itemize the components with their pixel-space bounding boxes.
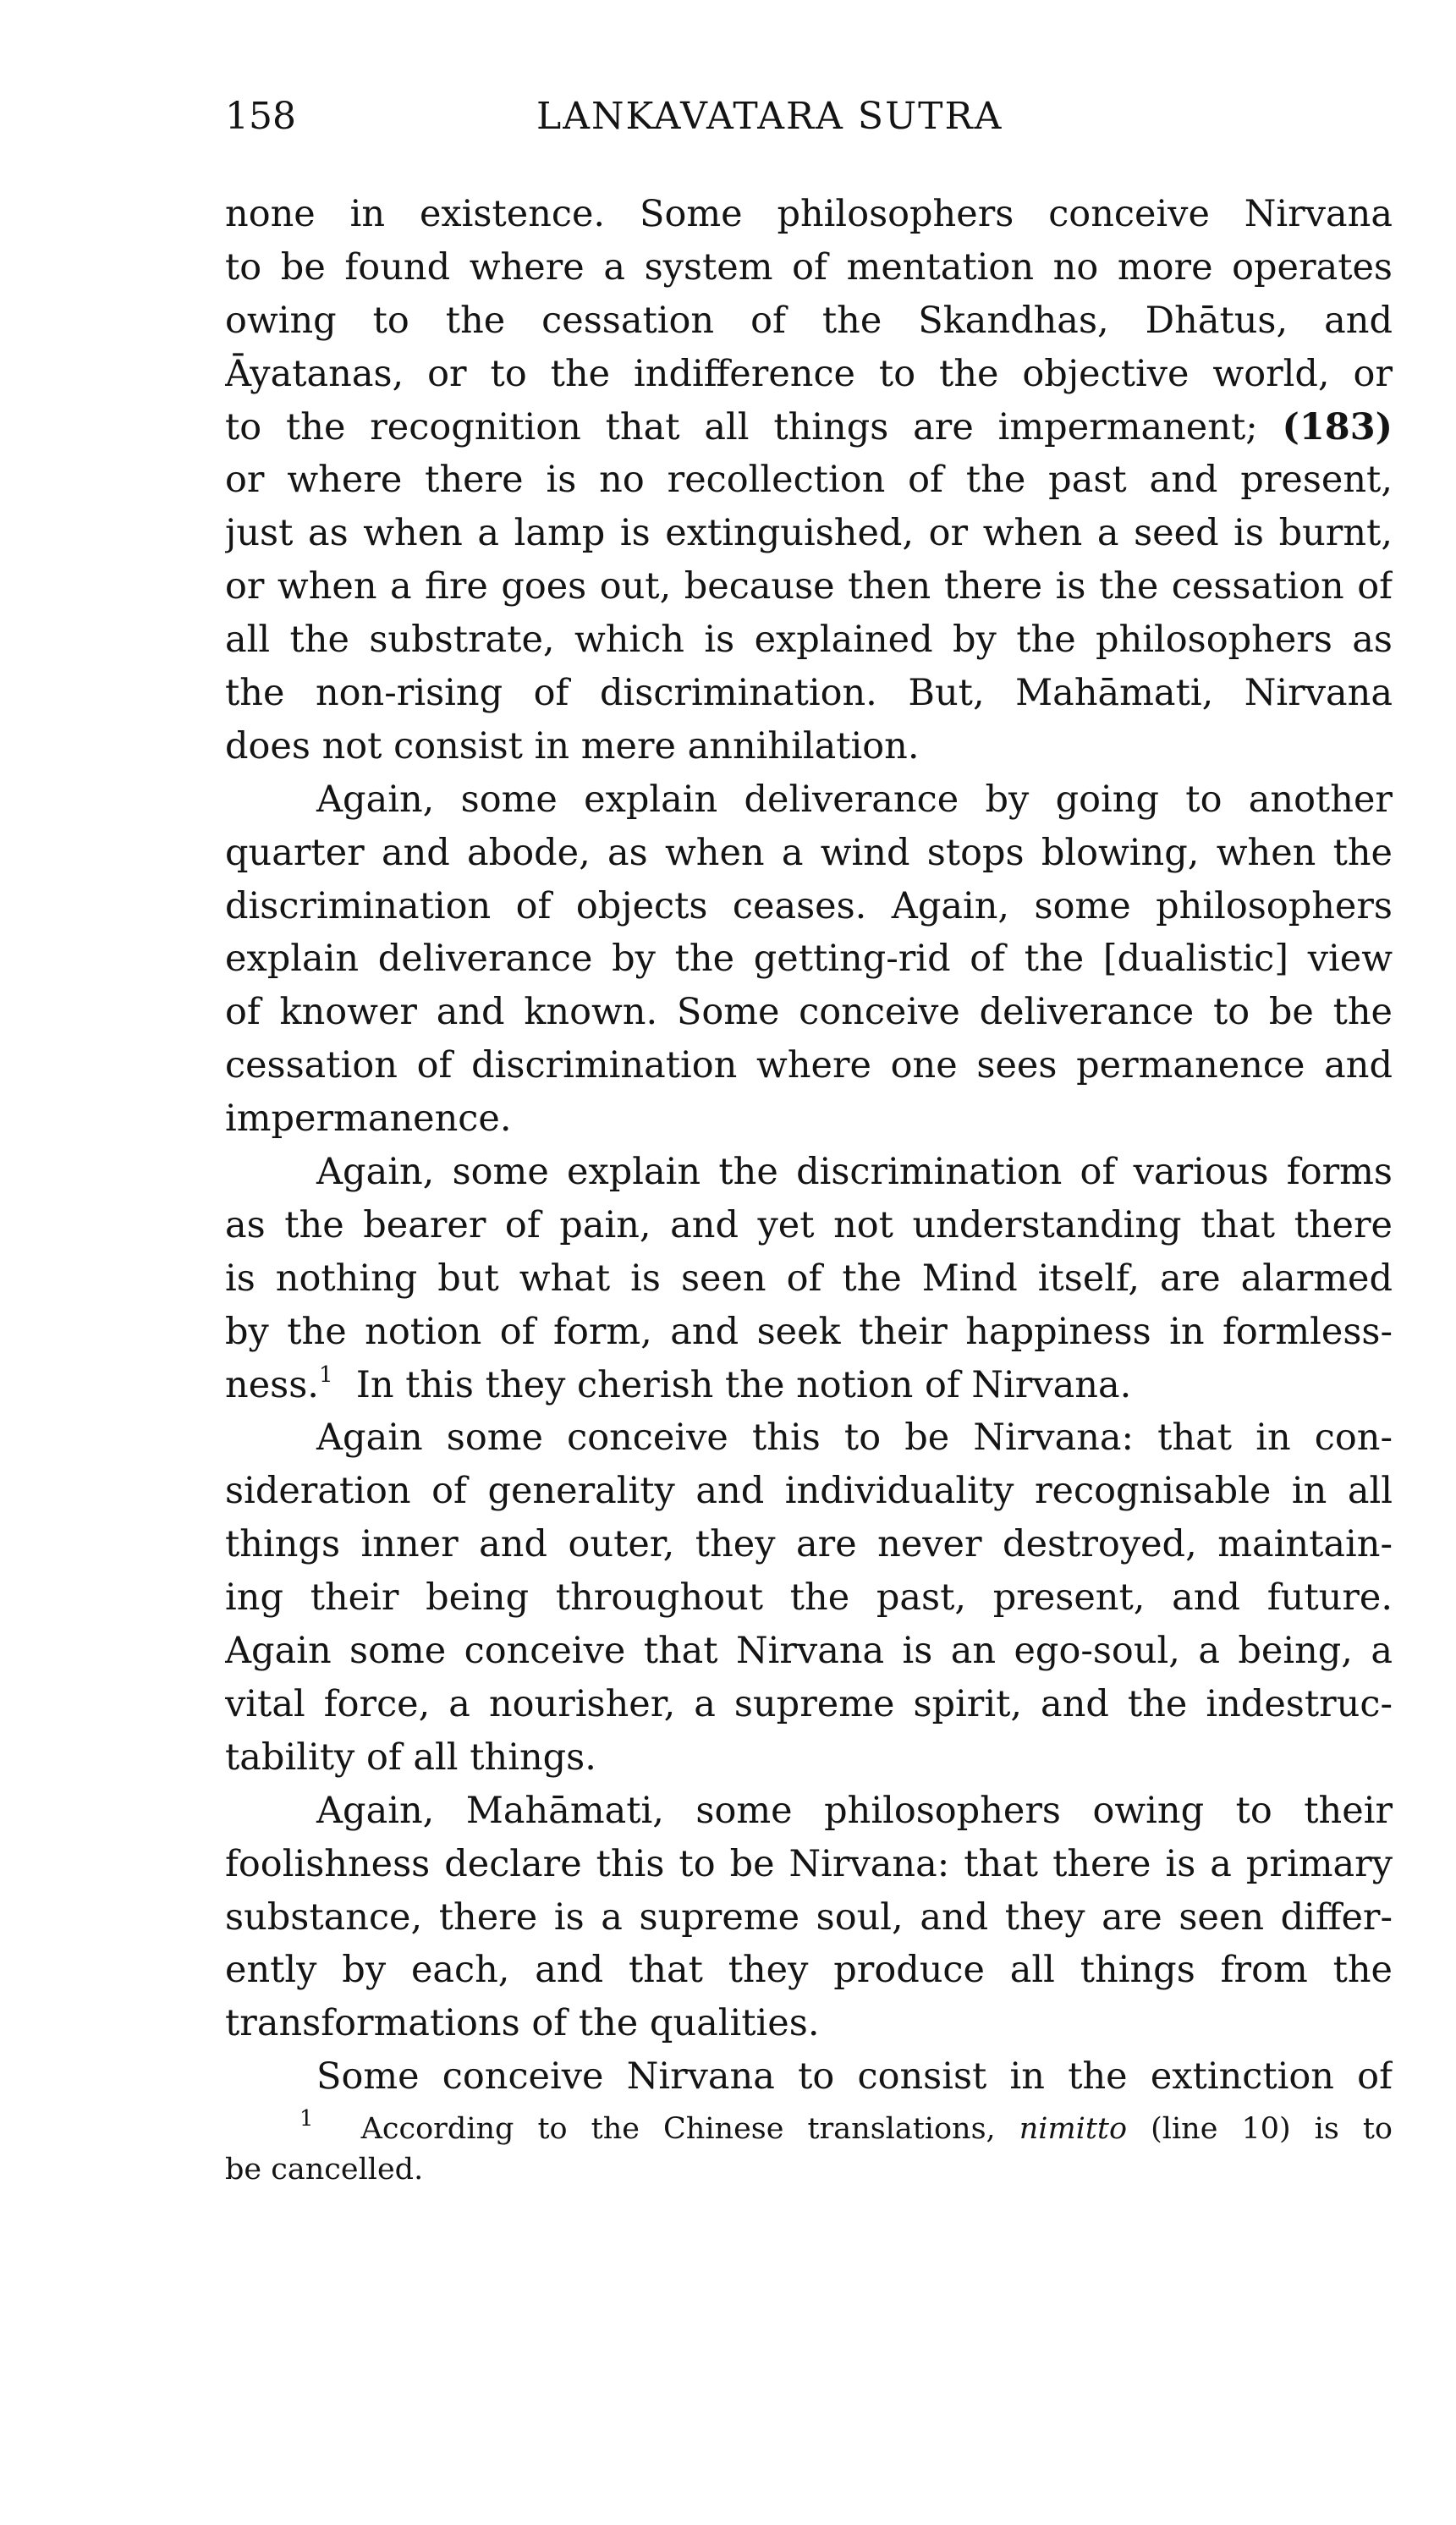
text-fragment: ness. xyxy=(225,1363,319,1406)
text-line: quarter and abode, as when a wind stops blowing, when the xyxy=(225,831,1393,874)
text-line: foolishness declare this to be Nirvana: that there is a primary xyxy=(225,1842,1393,1885)
text-line: to be found where a system of mentation no more operates xyxy=(225,245,1393,289)
footnote xyxy=(225,2109,1393,2190)
text-line: all the substrate, which is explained by the philosophers as xyxy=(225,619,1393,662)
footnote-emphasis: nimitto xyxy=(1019,2112,1128,2146)
paragraph xyxy=(225,188,1393,773)
text-line: substance, there is a supreme soul, and they are seen differ- xyxy=(225,1895,1393,1939)
running-head xyxy=(225,91,1393,142)
footnote-line: be cancelled. xyxy=(225,2153,424,2187)
text-line: does not consist in mere annihilation. xyxy=(225,724,920,767)
running-title: LANKAVATARA SUTRA xyxy=(536,95,1003,138)
text-line: Again, some explain deliverance by going to another xyxy=(316,778,1393,821)
footnote-text: (line 10) is to xyxy=(1151,2112,1393,2146)
text-line: by the notion of form, and seek their happiness in formless- xyxy=(225,1310,1393,1353)
text-line: Again some conceive that Nirvana is an ego-soul, a being, a xyxy=(225,1630,1393,1673)
page-reference: (183) xyxy=(1282,405,1393,448)
text-line: transformations of the qualities. xyxy=(225,2002,820,2045)
text-line: sideration of generality and individuality recognisable in all xyxy=(225,1470,1393,1513)
footnote-text: According to the Chinese translations, xyxy=(360,2112,996,2146)
text-line: or when a fire goes out, because then there is the cessation of xyxy=(225,565,1393,608)
paragraph xyxy=(225,1411,1393,1784)
text-line: Some conceive Nirvana to consist in the extinction of xyxy=(316,2055,1393,2099)
footnote-number: 1 xyxy=(299,2109,314,2132)
text-line: tability of all things. xyxy=(225,1736,596,1779)
text-line: vital force, a nourisher, a supreme spirit, and the indestruc- xyxy=(225,1682,1393,1725)
text-line: is nothing but what is seen of the Mind itself, are alarmed xyxy=(225,1257,1393,1300)
paragraph xyxy=(225,2050,1393,2104)
text-line: of knower and known. Some conceive deliverance to be the xyxy=(225,991,1393,1034)
text-line xyxy=(225,1359,1393,1412)
text-line: Again some conceive this to be Nirvana: that in con- xyxy=(316,1417,1393,1460)
footnote-line xyxy=(225,2109,1393,2149)
text-line: discrimination of objects ceases. Again, some philosophers xyxy=(225,884,1393,927)
text-line: things inner and outer, they are never destroyed, maintain- xyxy=(225,1523,1393,1566)
text-line: Again, Mahāmati, some philosophers owing to their xyxy=(316,1789,1393,1832)
footnote-marker: 1 xyxy=(318,1362,333,1389)
text-line: owing to the cessation of the Skandhas, Dhātus, and xyxy=(225,299,1393,342)
text-line: impermanence. xyxy=(225,1097,512,1141)
text-line: Āyatanas, or to the indifference to the objective world, or xyxy=(225,352,1393,395)
text-line: the non-rising of discrimination. But, Mahāmati, Nirvana xyxy=(225,672,1393,715)
paragraph xyxy=(225,1146,1393,1411)
text-line: cessation of discrimination where one sees permanence and xyxy=(225,1044,1393,1087)
text-line: none in existence. Some philosophers conceive Nirvana xyxy=(225,193,1393,235)
text-line: ing their being throughout the past, present, and future. xyxy=(225,1576,1393,1620)
text-line: explain deliverance by the getting-rid of the [dualistic] view xyxy=(225,938,1393,981)
text-line: ently by each, and that they produce all things from the xyxy=(225,1949,1393,1992)
text-line: or where there is no recollection of the past and present, xyxy=(225,459,1393,502)
text-line: to the recognition that all things are impermanent; (183) xyxy=(225,405,1393,448)
paragraph xyxy=(225,1785,1393,2050)
page-number: 158 xyxy=(225,95,296,138)
text-line: as the bearer of pain, and yet not understanding that there xyxy=(225,1203,1393,1246)
text-line: just as when a lamp is extinguished, or when a seed is burnt, xyxy=(225,512,1393,555)
paragraph xyxy=(225,773,1393,1146)
text-line: Again, some explain the discrimination of various forms xyxy=(316,1151,1393,1194)
text-fragment: In this they cherish the notion of Nirvana. xyxy=(355,1363,1132,1406)
body-text xyxy=(225,188,1393,2104)
